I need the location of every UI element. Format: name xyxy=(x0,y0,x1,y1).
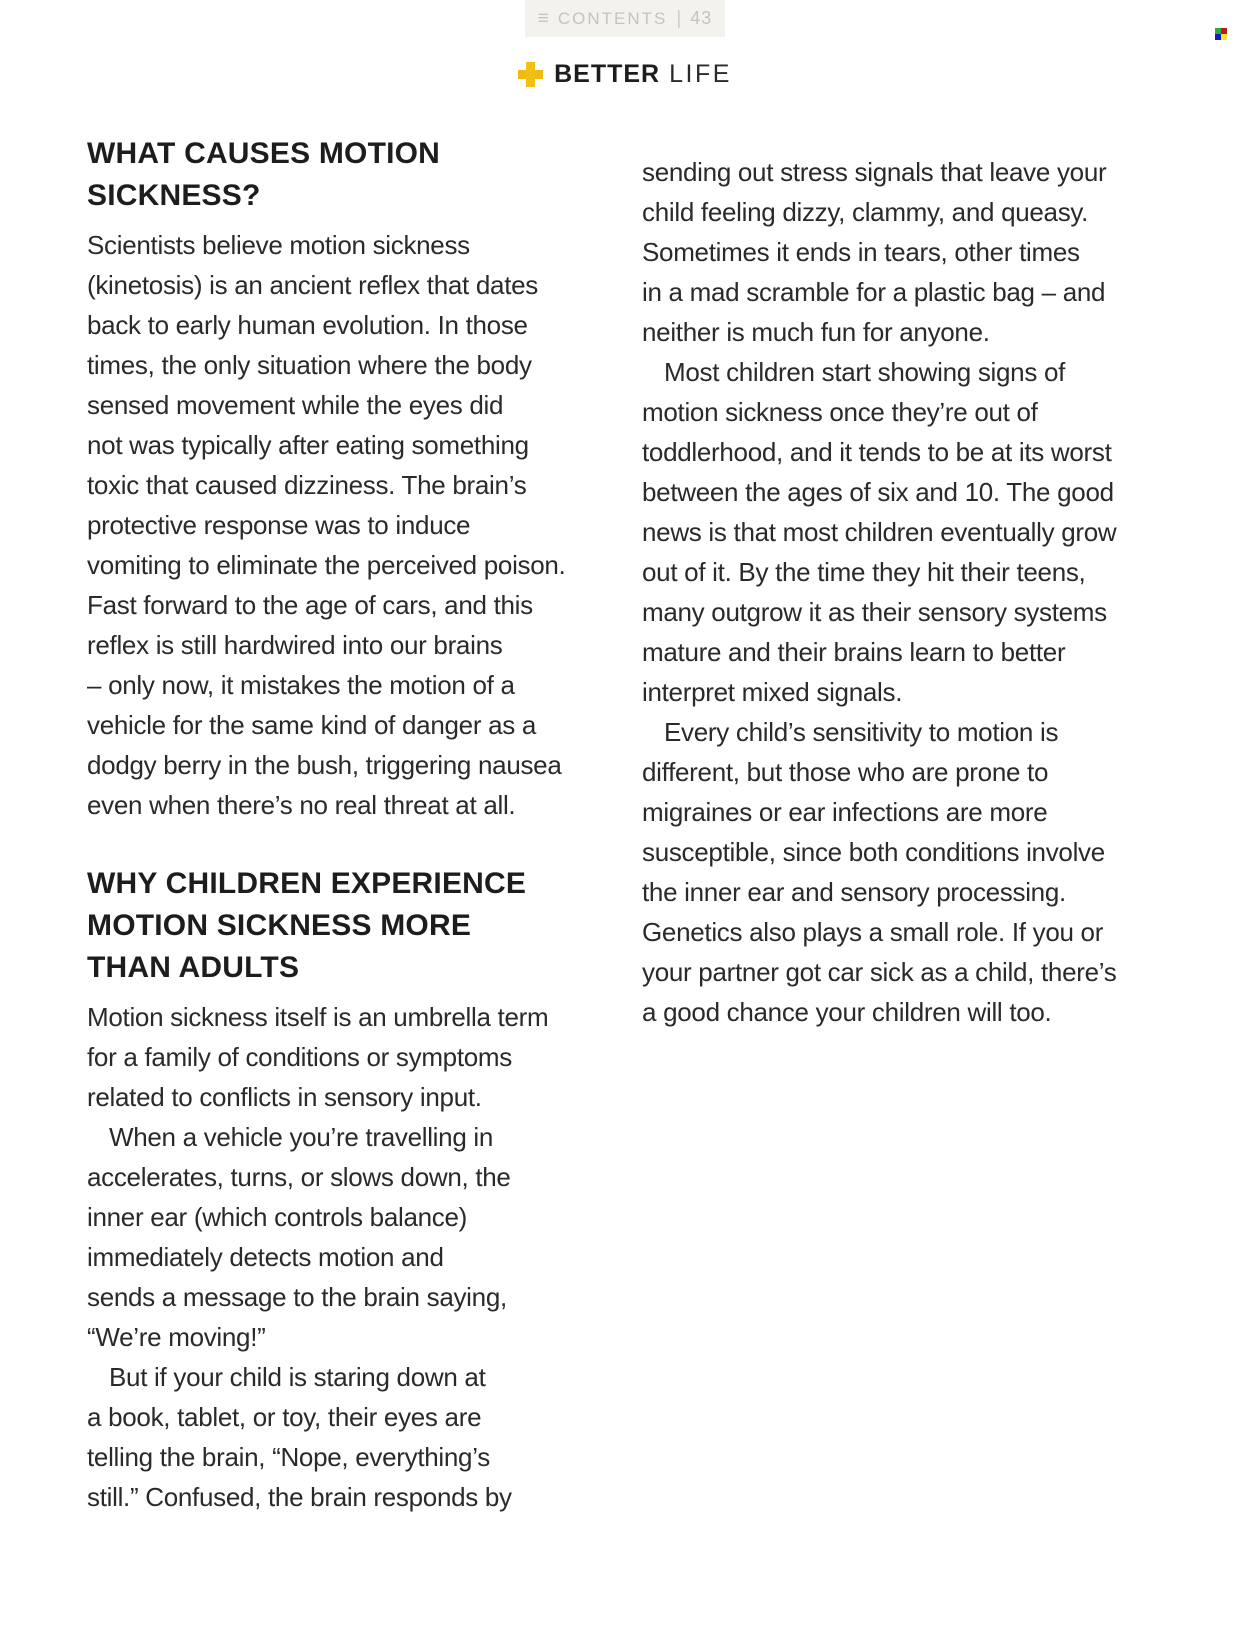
text-line: between the ages of six and 10. The good xyxy=(642,477,1114,507)
text-line: (kinetosis) is an ancient reflex that dates xyxy=(87,270,538,300)
contents-label: CONTENTS xyxy=(557,8,668,28)
text-line: inner ear (which controls balance) xyxy=(87,1202,467,1232)
paragraph xyxy=(87,225,647,825)
section-heading xyxy=(87,863,647,989)
text-line: WHAT CAUSES MOTION xyxy=(87,137,441,170)
text-line: times, the only situation where the body xyxy=(87,350,532,380)
text-line: – only now, it mistakes the motion of a xyxy=(87,670,515,700)
masthead-word-life: LIFE xyxy=(669,59,732,88)
article-column-right xyxy=(642,152,1202,1032)
text-line: Fast forward to the age of cars, and this xyxy=(87,590,533,620)
text-line: child feeling dizzy, clammy, and queasy. xyxy=(642,197,1089,227)
article-column-left xyxy=(87,133,647,1517)
text-line: When a vehicle you’re travelling in xyxy=(109,1122,494,1152)
grid-cell-yellow xyxy=(1221,34,1227,40)
text-line: sending out stress signals that leave your xyxy=(642,157,1107,187)
text-line: Motion sickness itself is an umbrella term xyxy=(87,1002,549,1032)
text-line: mature and their brains learn to better xyxy=(642,637,1066,667)
text-line: dodgy berry in the bush, triggering nausea xyxy=(87,750,562,780)
text-line: the inner ear and sensory processing. xyxy=(642,877,1066,907)
text-line: in a mad scramble for a plastic bag – and xyxy=(642,277,1106,307)
text-line: accelerates, turns, or slows down, the xyxy=(87,1162,511,1192)
text-line: THAN ADULTS xyxy=(87,951,300,984)
text-line: immediately detects motion and xyxy=(87,1242,444,1272)
hamburger-icon: ≡ xyxy=(537,7,549,29)
text-line: Sometimes it ends in tears, other times xyxy=(642,237,1080,267)
text-line: for a family of conditions or symptoms xyxy=(87,1042,512,1072)
text-line: SICKNESS? xyxy=(87,179,261,212)
text-line: migraines or ear infections are more xyxy=(642,797,1048,827)
text-line: back to early human evolution. In those xyxy=(87,310,528,340)
text-line: protective response was to induce xyxy=(87,510,471,540)
text-line: many outgrow it as their sensory systems xyxy=(642,597,1107,627)
section-heading xyxy=(87,133,647,217)
text-line: vomiting to eliminate the perceived poison. xyxy=(87,550,566,580)
text-line: interpret mixed signals. xyxy=(642,677,903,707)
text-line: different, but those who are prone to xyxy=(642,757,1049,787)
masthead-word-better: BETTER xyxy=(554,59,661,88)
paragraph xyxy=(87,997,647,1517)
text-line: Genetics also plays a small role. If you or xyxy=(642,917,1104,947)
text-line: Every child’s sensitivity to motion is xyxy=(664,717,1059,747)
text-line: still.” Confused, the brain responds by xyxy=(87,1482,512,1512)
text-line: But if your child is staring down at xyxy=(109,1362,486,1392)
text-line: WHY CHILDREN EXPERIENCE xyxy=(87,867,527,900)
text-line: news is that most children eventually grow xyxy=(642,517,1117,547)
text-line: even when there’s no real threat at all. xyxy=(87,790,516,820)
paragraph xyxy=(642,152,1202,1032)
text-line: sends a message to the brain saying, xyxy=(87,1282,507,1312)
text-line: Scientists believe motion sickness xyxy=(87,230,470,260)
text-line: telling the brain, “Nope, everything’s xyxy=(87,1442,490,1472)
text-line: sensed movement while the eyes did xyxy=(87,390,504,420)
text-line: not was typically after eating something xyxy=(87,430,529,460)
text-line: a good chance your children will too. xyxy=(642,997,1052,1027)
text-line: vehicle for the same kind of danger as a xyxy=(87,710,537,740)
text-line: “We’re moving!” xyxy=(87,1322,266,1352)
text-line: susceptible, since both conditions involve xyxy=(642,837,1105,867)
text-line: reflex is still hardwired into our brains xyxy=(87,630,503,660)
text-line: Most children start showing signs of xyxy=(664,357,1066,387)
text-line: toxic that caused dizziness. The brain’s xyxy=(87,470,527,500)
color-grid-icon xyxy=(1215,28,1227,40)
text-line: related to conflicts in sensory input. xyxy=(87,1082,482,1112)
text-line: a book, tablet, or toy, their eyes are xyxy=(87,1402,482,1432)
text-line: toddlerhood, and it tends to be at its worst xyxy=(642,437,1112,467)
section-masthead xyxy=(0,57,1250,91)
separator: | xyxy=(676,7,682,29)
text-line: out of it. By the time they hit their teens, xyxy=(642,557,1086,587)
plus-icon xyxy=(518,62,543,87)
text-line: motion sickness once they’re out of xyxy=(642,397,1038,427)
contents-nav-button[interactable] xyxy=(525,0,725,37)
page-number: 43 xyxy=(690,8,713,28)
text-line: your partner got car sick as a child, there’s xyxy=(642,957,1117,987)
text-line: neither is much fun for anyone. xyxy=(642,317,990,347)
text-line: MOTION SICKNESS MORE xyxy=(87,909,472,942)
